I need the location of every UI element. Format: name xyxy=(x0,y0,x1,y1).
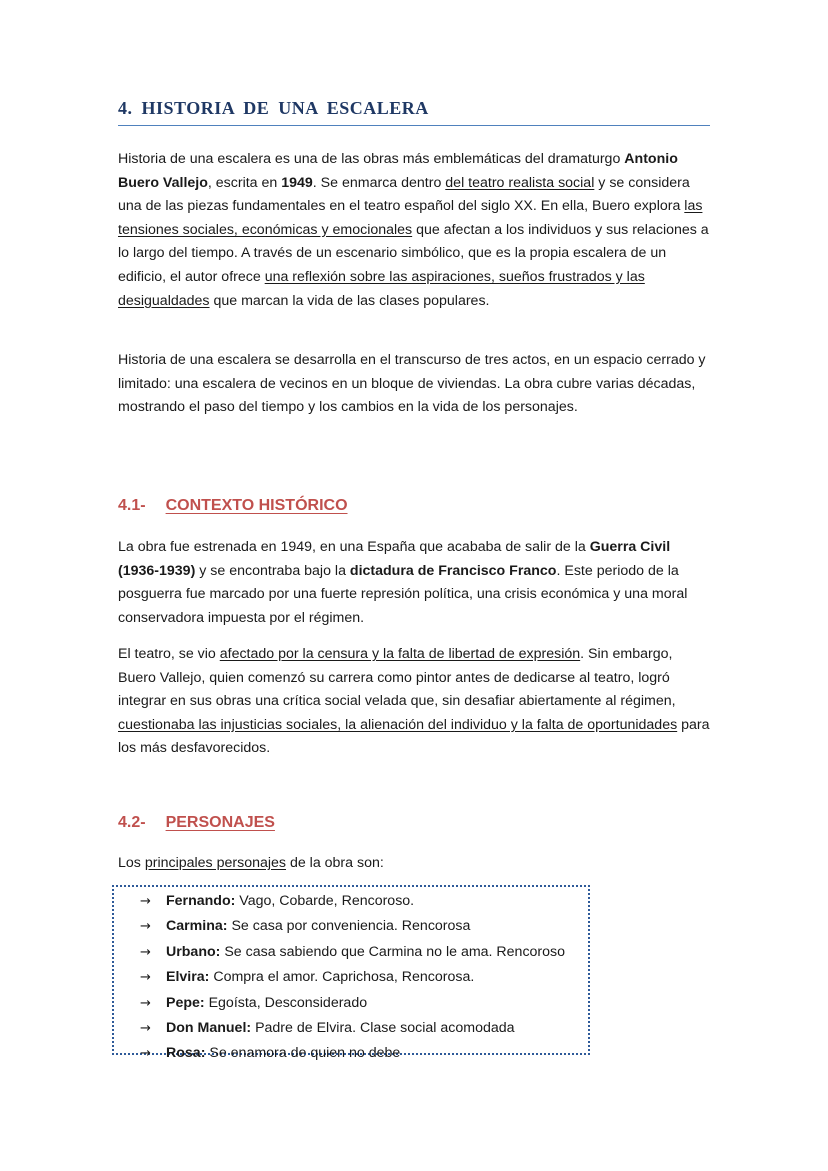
character-name: Fernando: xyxy=(166,893,236,909)
context-paragraph-2 xyxy=(118,643,710,761)
character-name: Elvira: xyxy=(166,969,210,986)
section-title: PERSONAJES xyxy=(165,814,275,831)
arrow-right-icon: → xyxy=(140,919,151,935)
chapter-heading: 4. HISTORIA DE UNA ESCALERA xyxy=(118,98,710,126)
text-run: . Se enmarca dentro xyxy=(312,174,446,191)
text-run: para los más desfavorecidos. xyxy=(118,716,710,757)
arrow-right-icon: → xyxy=(140,1046,151,1062)
text-run: de la obra son: xyxy=(286,855,384,871)
list-item xyxy=(140,940,565,965)
text-run: y se encontraba bajo la xyxy=(195,562,350,579)
character-name: Rosa: xyxy=(166,1045,206,1062)
bold-phrase: Guerra Civil (1936-1939) xyxy=(118,539,671,579)
character-name: Don Manuel: xyxy=(166,1020,252,1037)
underlined-phrase: cuestionaba las injusticias sociales, la alienación del individuo y la falta de oportunidades xyxy=(118,716,678,733)
section-heading-characters xyxy=(118,814,277,832)
underlined-phrase: afectado por la censura y la falta de libertad de expresión xyxy=(219,646,581,662)
intro-paragraph-2: Historia de una escalera se desarrolla en el transcurso de tres actos, en un espacio cerrado y limitado: una escalera de vecinos en un bloque de viviendas. La obra cubre varias décadas, mostrando el paso del tiempo y los cambios en la vida de los personajes. xyxy=(118,352,706,416)
underlined-phrase: una reflexión sobre las aspiraciones, sueños frustrados y las desigualdades xyxy=(118,268,645,309)
text-run: . Sin embargo, Buero Vallejo, quien comenzó su carrera como pintor antes de dedicarse al teatro, logró integrar en sus obras una crítica social velada que, sin desafiar abiertamente al régimen, xyxy=(118,646,676,710)
intro-paragraph-1 xyxy=(118,148,710,313)
text-run: El teatro, se vio xyxy=(118,646,220,662)
arrow-right-icon: → xyxy=(140,970,151,986)
list-item xyxy=(140,1041,565,1066)
character-description: Se enamora de quien no debe xyxy=(205,1045,401,1062)
text-run: . Este periodo de la posguerra fue marcado por una fuerte represión política, una crisis económica y una moral conservadora impuesta por el régimen. xyxy=(118,562,688,626)
section-number: 4.1- xyxy=(118,497,146,514)
text-run: Los xyxy=(118,855,145,871)
text-run: , escrita en xyxy=(207,174,282,191)
year-bold: 1949 xyxy=(281,174,313,191)
list-item xyxy=(140,1016,565,1041)
character-description: Se casa por conveniencia. Rencorosa xyxy=(227,918,471,935)
section-heading-context xyxy=(118,497,350,515)
character-name: Pepe: xyxy=(166,994,205,1011)
section-number: 4.2- xyxy=(118,814,146,831)
underlined-phrase: principales personajes xyxy=(144,855,286,871)
text-run: que afectan a los individuos y sus relaciones a lo largo del tiempo. A través de un escenario simbólico, que es la propia escalera de un edificio, el autor ofrece xyxy=(118,221,709,285)
list-item xyxy=(140,914,565,939)
character-description: Vago, Cobarde, Rencoroso. xyxy=(235,893,415,909)
text-run: que marcan la vida de las clases populares. xyxy=(209,292,490,309)
arrow-right-icon: → xyxy=(140,894,151,909)
character-description: Egoísta, Desconsiderado xyxy=(204,994,368,1011)
underlined-phrase: del teatro realista social xyxy=(445,174,595,191)
section-title: CONTEXTO HISTÓRICO xyxy=(165,497,348,514)
list-item xyxy=(140,991,565,1016)
arrow-right-icon: → xyxy=(140,995,151,1011)
bold-phrase: dictadura de Francisco Franco xyxy=(349,562,557,579)
text-run: La obra fue estrenada en 1949, en una España que acababa de salir de la xyxy=(118,539,590,555)
characters-intro xyxy=(118,852,710,876)
text-run: Historia de una escalera es una de las obras más emblemáticas del dramaturgo xyxy=(118,151,625,167)
character-description: Compra el amor. Caprichosa, Rencorosa. xyxy=(209,969,475,986)
character-name: Carmina: xyxy=(166,918,228,935)
context-paragraph-1 xyxy=(118,536,710,630)
character-description: Se casa sabiendo que Carmina no le ama. Rencoroso xyxy=(220,943,566,960)
arrow-right-icon: → xyxy=(140,944,151,960)
author-name: Antonio Buero Vallejo xyxy=(118,151,678,191)
characters-list xyxy=(140,889,565,1067)
list-item xyxy=(140,965,565,990)
character-description: Padre de Elvira. Clase social acomodada xyxy=(251,1020,515,1037)
list-item xyxy=(140,889,565,914)
character-name: Urbano: xyxy=(166,943,221,960)
text-run: y se considera una de las piezas fundamentales en el teatro español del siglo XX. En ella, Buero explora xyxy=(118,174,690,215)
arrow-right-icon: → xyxy=(140,1021,151,1037)
underlined-phrase: las tensiones sociales, económicas y emocionales xyxy=(118,198,703,238)
